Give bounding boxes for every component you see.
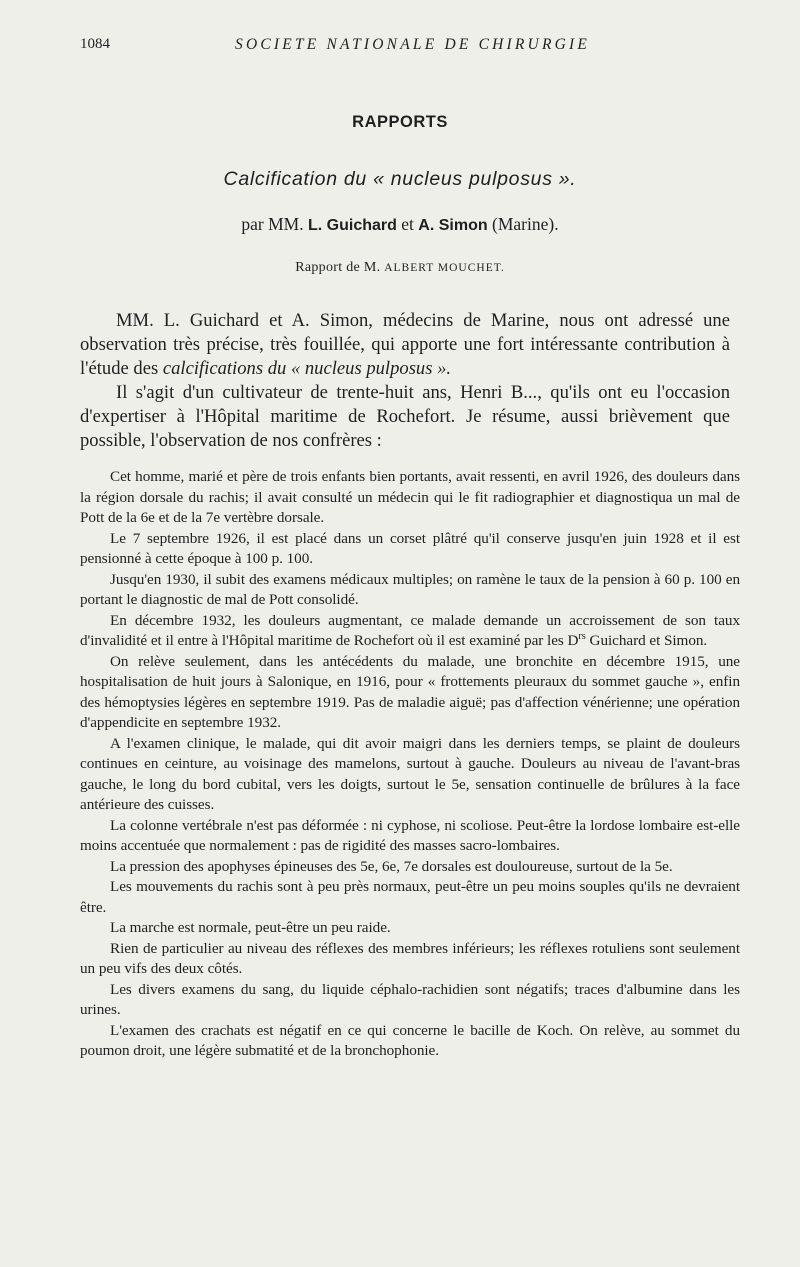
summary-paragraph: Cet homme, marié et père de trois enfants bien portants, avait ressenti, en avril 1926, des douleurs dans la région dorsale du rachis; il avait consulté un médecin qui le fit radiographier et diagnostiqua un mal de Pott de la 6e et de la 7e vertèbre dorsale.	[80, 468, 740, 526]
section-heading: RAPPORTS	[352, 113, 448, 131]
intro-paragraph	[80, 309, 730, 381]
running-head	[80, 36, 720, 58]
summary-paragraph: La pression des apophyses épineuses des 5e, 6e, 7e dorsales est douloureuse, surtout de la 5e.	[110, 857, 673, 875]
journal-title: SOCIETE NATIONALE DE CHIRURGIE	[235, 36, 591, 53]
summary-paragraph	[80, 611, 740, 652]
summary-paragraph: La colonne vertébrale n'est pas déformée : ni cyphose, ni scoliose. Peut-être la lordose lombaire est-elle moins accentuée que normalement : pas de rigidité des masses sacro-lombaires.	[80, 816, 740, 854]
summary-paragraph: On relève seulement, dans les antécédents du malade, une bronchite en décembre 1915, une hospitalisation de huit jours à Salonique, en 1916, pour « frottements pleuraux du sommet gauche », enfin des hémoptysies légères en septembre 1919. Pas de maladie aiguë; pas d'affection vénérienne; une opération d'appendicite en septembre 1932.	[80, 652, 740, 731]
summary-text: En décembre 1932, les douleurs augmentant, ce malade demande un accroissement de son taux d'invalidité et il entre à l'Hôpital maritime de Rochefort où il est examiné par les D	[80, 611, 740, 649]
intro-text	[80, 309, 730, 453]
summary-paragraph: Les mouvements du rachis sont à peu près normaux, peut-être un peu moins souples qu'ils ne devraient être.	[80, 878, 740, 916]
article-title: Calcification du « nucleus pulposus ».	[223, 168, 577, 190]
summary-paragraph: L'examen des crachats est négatif en ce qui concerne le bacille de Koch. On relève, au sommet du poumon droit, une légère submatité et de la bronchophonie.	[80, 1021, 740, 1059]
report-attribution	[0, 260, 800, 276]
summary-paragraph: A l'examen clinique, le malade, qui dit avoir maigri dans les derniers temps, se plaint de douleurs continues en ceinture, au voisinage des mamelons, surtout à gauche. Douleurs au niveau de l'avant-bras gauche, le long du bord cubital, vers les doigts, surtout le 5e, sensation continuelle de brûlures à la face antérieure des cuisses.	[80, 734, 740, 813]
intro-text-a: MM. L. Guichard et A. Simon, médecins de Marine, nous ont adressé une observation très précise, très fouillée, qui apporte une fort intéressante contribution à l'étude des	[80, 310, 730, 379]
intro-italic: calcifications du « nucleus pulposus ».	[162, 358, 452, 379]
summary-text: Guichard et Simon.	[585, 632, 708, 649]
summary-paragraph: La marche est normale, peut-être un peu raide.	[110, 919, 391, 936]
report-prefix: Rapport de M.	[295, 260, 381, 275]
affiliation: (Marine).	[492, 214, 559, 234]
summary-paragraph: Le 7 septembre 1926, il est placé dans un corset plâtré qu'il conserve jusqu'en juin 1928 et il est pensionné à cette époque à 100 p. 100.	[80, 529, 740, 567]
byline	[0, 214, 800, 235]
byline-conjunction: et	[401, 214, 414, 234]
summary-paragraph: Les divers examens du sang, du liquide céphalo-rachidien sont négatifs; traces d'albumine dans les urines.	[80, 980, 740, 1018]
observation-summary	[80, 467, 740, 1062]
byline-prefix: par MM.	[241, 214, 304, 234]
page-number: 1084	[80, 36, 110, 52]
author-1: L. Guichard	[308, 217, 397, 234]
superscript: rs	[578, 630, 586, 642]
summary-paragraph: Jusqu'en 1930, il subit des examens médicaux multiples; on ramène le taux de la pension à 60 p. 100 en portant le diagnostic de mal de Pott consolidé.	[80, 570, 740, 608]
author-2: A. Simon	[418, 217, 488, 234]
reporter-name: ALBERT MOUCHET.	[384, 262, 505, 274]
intro-paragraph: Il s'agit d'un cultivateur de trente-huit ans, Henri B..., qu'ils ont eu l'occasion d'expertiser à l'Hôpital maritime de Rochefort. Je résume, aussi brièvement que possible, l'observation de nos confrères :	[80, 382, 730, 451]
summary-paragraph: Rien de particulier au niveau des réflexes des membres inférieurs; les réflexes rotuliens sont seulement un peu vifs des deux côtés.	[80, 939, 740, 977]
